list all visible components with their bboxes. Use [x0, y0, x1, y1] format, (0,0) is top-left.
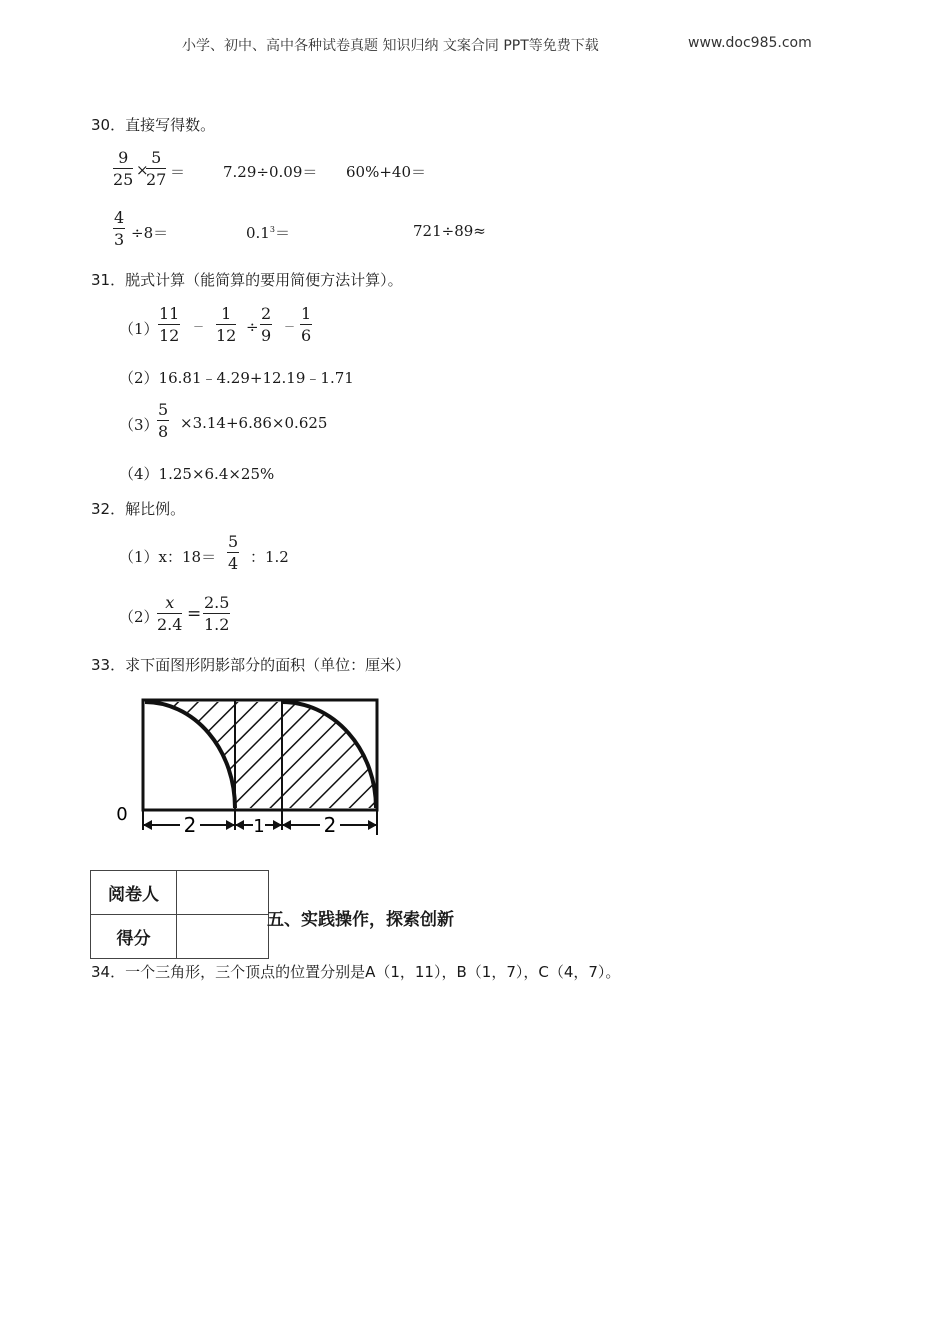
fraction: $\frac{9}{25}$: [113, 148, 134, 189]
fraction: $\frac{4}{3}$: [114, 208, 125, 249]
q31-title: 31．脱式计算（能简算的要用简便方法计算）。: [91, 271, 403, 289]
dimension-label-2: 1: [253, 816, 265, 837]
q32-title: 32．解比例。: [91, 500, 186, 518]
section-5-title: 五、实践操作，探索创新: [267, 910, 454, 930]
dimension-label-3: 2: [323, 813, 337, 837]
fraction: $\frac{2}{9}$: [261, 304, 272, 345]
dimension-label-1: 2: [183, 813, 197, 837]
header-left: 小学、初中、高中各种试卷真题 知识归纳 文案合同 PPT等免费下载: [182, 38, 599, 54]
fraction: $\frac{5}{8}$: [158, 400, 169, 441]
fraction: $\frac{5}{4}$: [228, 532, 239, 573]
q31-part-4: （4）1.25×6.4×25%: [119, 465, 275, 483]
q31-part-2: （2）16.81﹣4.29+12.19﹣1.71: [119, 369, 354, 387]
origin-label: 0: [116, 804, 128, 825]
fraction: $\frac{x}{2.4}$: [157, 593, 183, 634]
score-blank: [177, 915, 269, 959]
fraction: $\frac{1}{12}$: [216, 304, 237, 345]
header-right-url: www.doc985.com: [688, 35, 812, 51]
fraction: $\frac{5}{27}$: [146, 148, 167, 189]
q33-title: 33．求下面图形阴影部分的面积（单位：厘米）: [91, 656, 411, 674]
reviewer-label: 阅卷人: [91, 871, 177, 915]
score-label: 得分: [91, 915, 177, 959]
q30-expr-2: 7.29÷0.09＝: [223, 163, 318, 181]
q34-text: 34．一个三角形，三个顶点的位置分别是A（1，11），B（1，7），C（4，7）。: [91, 963, 621, 981]
score-table: [90, 870, 269, 959]
fraction: $\frac{1}{6}$: [301, 304, 312, 345]
reviewer-blank: [177, 871, 269, 915]
q30-expr-3: 60%+40＝: [346, 163, 426, 181]
q30-title: 30．直接写得数。: [91, 116, 216, 134]
shaded-region-middle: [235, 702, 282, 808]
fraction: $\frac{11}{12}$: [159, 304, 180, 345]
shaded-area-figure: [110, 690, 390, 850]
fraction: $\frac{2.5}{1.2}$: [204, 593, 230, 634]
q30-expr-5: $0.1^3=$: [246, 224, 290, 242]
q30-expr-6: 721÷89≈: [413, 222, 486, 240]
